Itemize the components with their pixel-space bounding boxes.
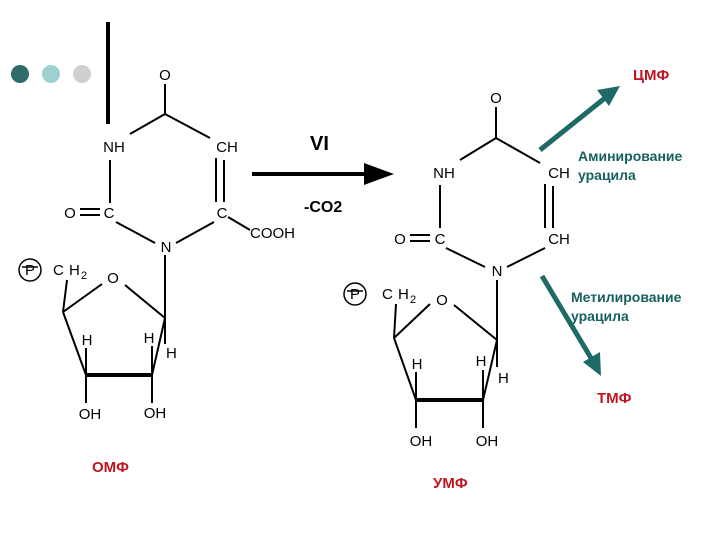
- reaction-byproduct-label: -CO2: [304, 199, 343, 216]
- decor-dot-dark: [11, 65, 29, 83]
- omp-atom-h-right: H: [166, 345, 177, 362]
- omp-atom-o-ring: O: [107, 270, 119, 287]
- amination-arrow-shaft: [540, 98, 605, 150]
- ump-atom-h-right: H: [498, 370, 509, 387]
- ump-bond-c4-n3: [460, 138, 496, 160]
- methylation-label-line1: Метилирование: [571, 289, 682, 305]
- omp-atom-h-left: H: [81, 332, 93, 349]
- ump-atom-o-top: O: [490, 90, 502, 107]
- ump-atom-oh-left: OH: [409, 433, 433, 450]
- ump-atom-ch2-h: H: [398, 286, 409, 303]
- omp-atom-h-right-top: H: [143, 330, 155, 347]
- omp-atom-oh-left: OH: [78, 406, 102, 423]
- ump-atom-oh-right: OH: [475, 433, 499, 450]
- reaction-enzyme-label: VI: [310, 133, 329, 155]
- omp-bond-c4p-c5p: [63, 280, 67, 312]
- omp-atom-ch2-c: C: [53, 262, 64, 279]
- omp-atom-ch2-h: H: [69, 262, 80, 279]
- omp-atom-oh-right: OH: [143, 405, 167, 422]
- ump-name: УМФ: [433, 475, 468, 492]
- omp-atom-nh: NH: [103, 139, 125, 156]
- omp-structure: [19, 67, 295, 423]
- omp-atom-c-left: C: [103, 205, 115, 222]
- ump-bond-c6-n1: [507, 248, 545, 267]
- ump-structure: [344, 90, 570, 450]
- ump-atom-ch-bottom: CH: [548, 231, 570, 248]
- ump-bond-c4-c5: [496, 138, 540, 163]
- omp-bond-c1p-o: [125, 285, 165, 318]
- ump-atom-n: N: [491, 263, 503, 280]
- ump-atom-o-left: O: [394, 231, 406, 248]
- reaction-arrow-head: [364, 163, 394, 185]
- omp-bond-c4-n3: [130, 114, 165, 134]
- omp-bond-o-c4p: [63, 284, 102, 312]
- ump-atom-nh: NH: [433, 165, 455, 182]
- omp-bond-c6-n1: [176, 222, 214, 243]
- ump-bond-c1p-o: [454, 305, 497, 340]
- ump-atom-ch2-c: C: [382, 286, 393, 303]
- ump-atom-ch-top: CH: [548, 165, 570, 182]
- omp-atom-n: N: [160, 239, 172, 256]
- omp-atom-ch: CH: [216, 139, 238, 156]
- omp-bond-c4-c5: [165, 114, 210, 138]
- amination-label-line2: урацила: [578, 167, 636, 183]
- decor-dot-gray: [73, 65, 91, 83]
- ump-atom-h-right-top: H: [475, 353, 487, 370]
- omp-bond-c6-cooh: [228, 217, 250, 230]
- ump-bond-c2p-c1p: [483, 340, 497, 400]
- cmp-product-label: ЦМФ: [633, 67, 670, 84]
- ump-bond-c2-n1: [446, 248, 485, 267]
- decor-dot-light: [42, 65, 60, 83]
- omp-atom-ch2-sub: 2: [81, 270, 88, 282]
- omp-atom-p: P: [24, 262, 36, 279]
- ump-atom-c-left: C: [434, 231, 446, 248]
- omp-atom-cooh: COOH: [250, 225, 295, 242]
- methylation-label-line2: урацила: [571, 308, 629, 324]
- omp-atom-o-top: O: [159, 67, 171, 84]
- ump-atom-h-left: H: [411, 356, 423, 373]
- omp-atom-c-right: C: [216, 205, 228, 222]
- ump-atom-ch2-sub: 2: [410, 294, 417, 306]
- omp-name: ОМФ: [92, 459, 129, 476]
- ump-bond-c4p-c5p: [394, 304, 396, 338]
- omp-bond-c2-n1: [116, 222, 155, 243]
- tmp-product-label: ТМФ: [597, 390, 632, 407]
- amination-label-line1: Аминирование: [578, 148, 683, 164]
- ump-atom-p: P: [349, 286, 361, 303]
- omp-atom-o-left: O: [64, 205, 76, 222]
- ump-atom-o-ring: O: [436, 292, 448, 309]
- ump-bond-o-c4p: [394, 304, 430, 338]
